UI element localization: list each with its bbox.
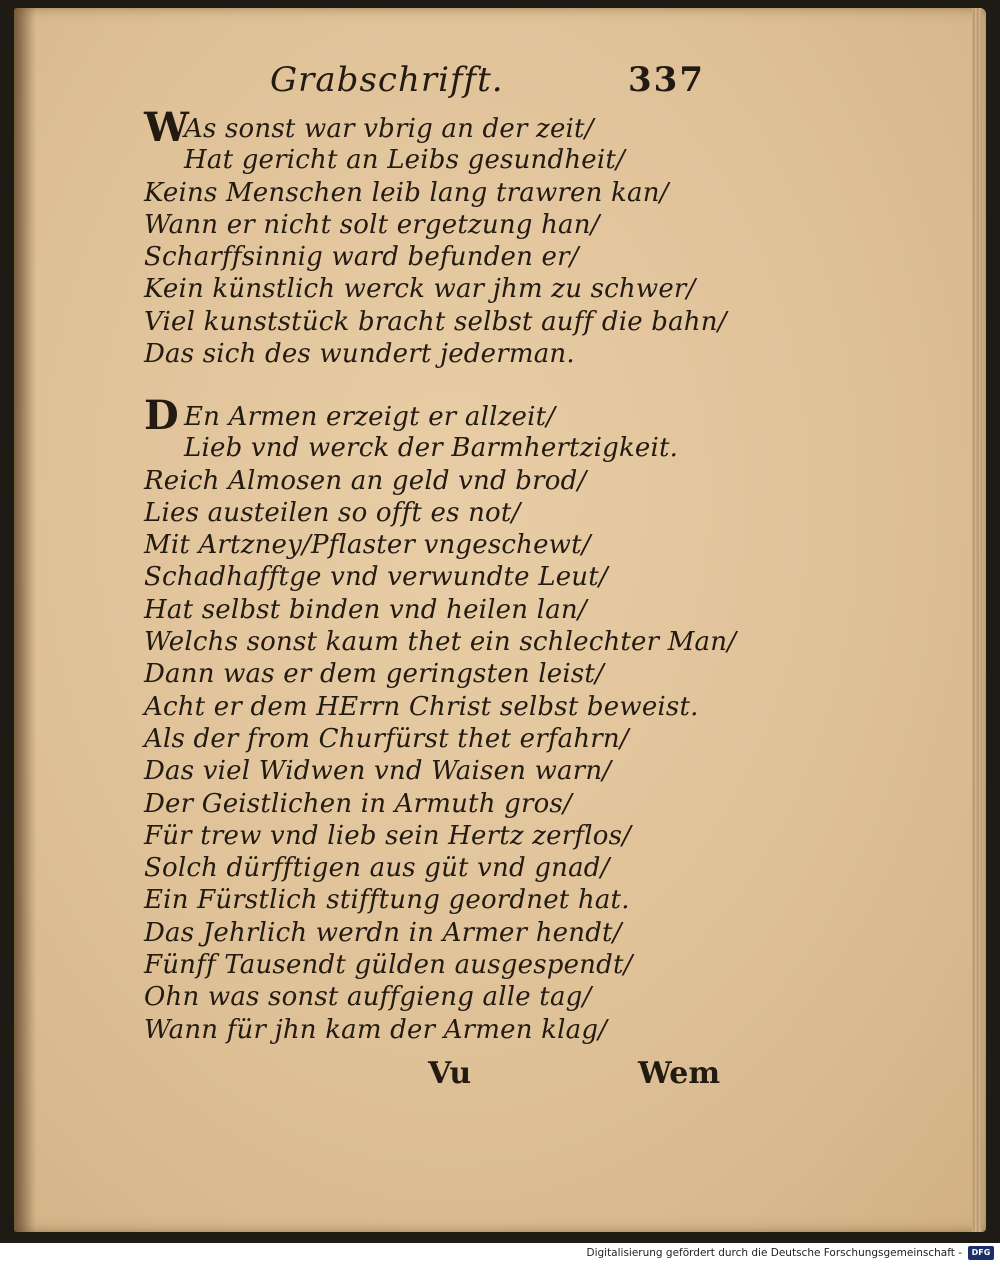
stanza-2 <box>144 392 737 1046</box>
verse-line: Als der from Churfürst thet erfahrn/ <box>144 723 629 754</box>
verse-line <box>144 104 727 151</box>
verse-line: Das Jehrlich werdn in Armer hendt/ <box>144 917 622 948</box>
verse-line: Reich Almosen an geld vnd brod/ <box>144 465 587 496</box>
verse-line <box>144 392 736 439</box>
verse-line: Das viel Widwen vnd Waisen warn/ <box>144 756 612 787</box>
verse-line: Schadhafftge vnd verwundte Leut/ <box>144 562 608 593</box>
verse-line: Ein Fürstlich stifftung geordnet hat. <box>144 885 630 916</box>
verse-line: Keins Menschen leib lang trawren kan/ <box>144 177 669 208</box>
stanza-1 <box>144 104 727 370</box>
page-gutter-shadow <box>14 8 36 1232</box>
funding-credit: Digitalisierung gefördert durch die Deutsche Forschungsgemeinschaft - <box>586 1247 962 1259</box>
verse-line: Hat selbst binden vnd heilen lan/ <box>144 594 587 625</box>
digitization-footer <box>0 1243 1000 1265</box>
verse-line: Fünff Tausendt gülden ausgespendt/ <box>144 950 633 981</box>
drop-cap: W <box>144 104 190 151</box>
verse-line: Mit Artzney/Pflaster vngeschewt/ <box>144 530 591 561</box>
verse-line: Lieb vnd werck der Barmhertzigkeit. <box>184 433 679 464</box>
signature-mark: Vu <box>428 1056 472 1091</box>
verse-line-text: As sonst war vbrig an der zeit/ <box>184 114 594 144</box>
verse-line: Acht er dem HErrn Christ selbst beweist. <box>144 691 699 722</box>
verse-line: Hat gericht an Leibs gesundheit/ <box>184 145 625 176</box>
verse-line: Dann was er dem geringsten leist/ <box>144 659 605 690</box>
catchword: Wem <box>638 1056 721 1091</box>
verse-line: Wann er nicht solt ergetzung han/ <box>144 209 600 240</box>
page-fore-edge <box>972 8 982 1232</box>
verse-line: Ohn was sonst auffgieng alle tag/ <box>144 982 592 1013</box>
verse-line: Für trew vnd lieb sein Hertz zerflos/ <box>144 820 632 851</box>
verse-line: Welchs sonst kaum thet ein schlechter Man/ <box>144 627 737 658</box>
verse-line: Kein künstlich werck war jhm zu schwer/ <box>144 274 696 305</box>
verse-line-text: En Armen erzeigt er allzeit/ <box>184 402 556 432</box>
verse-line: Scharffsinnig ward befunden er/ <box>144 242 579 273</box>
verse-line: Wann für jhn kam der Armen klag/ <box>144 1014 608 1045</box>
verse-line: Das sich des wundert jederman. <box>144 339 575 370</box>
running-head: Grabschrifft. <box>270 60 504 100</box>
verse-line: Der Geistlichen in Armuth gros/ <box>144 788 572 819</box>
verse-line: Solch dürfftigen aus güt vnd gnad/ <box>144 853 610 884</box>
page-number: 337 <box>628 60 705 100</box>
verse-line: Lies austeilen so offt es not/ <box>144 497 521 528</box>
verse-line: Viel kunststück bracht selbst auff die bahn/ <box>144 306 727 337</box>
dfg-logo: DFG <box>968 1246 994 1260</box>
drop-cap: D <box>144 392 179 439</box>
